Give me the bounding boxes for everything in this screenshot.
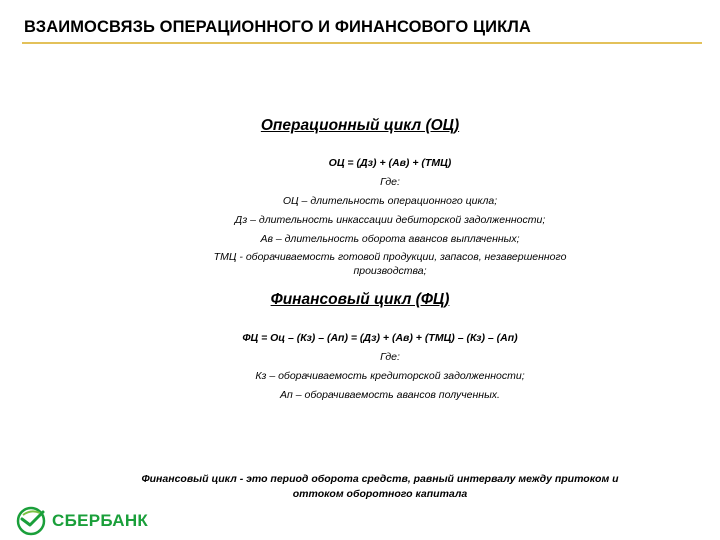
operational-formula: ОЦ = (Дз) + (Ав) + (ТМЦ)	[328, 157, 452, 169]
operational-def-dz: Дз – длительность инкассации дебиторской задолженности;	[234, 214, 546, 226]
operational-where-label: Где:	[380, 176, 400, 188]
footnote-line-1: Финансовый цикл - это период оборота средств, равный интервалу между притоком и	[141, 473, 619, 485]
operational-def-oc: ОЦ – длительность операционного цикла;	[282, 195, 498, 207]
financial-where-label: Где:	[380, 351, 400, 363]
operational-def-tmc-cont: производства;	[353, 265, 427, 277]
financial-def-ap: Ап – оборачиваемость авансов полученных.	[280, 389, 500, 401]
operational-def-av: Ав – длительность оборота авансов выплаченных;	[260, 233, 520, 245]
footnote-line-2: оттоком оборотного капитала	[292, 488, 468, 500]
financial-def-kz: Кз – оборачиваемость кредиторской задолженности;	[255, 370, 525, 382]
operational-def-tmc: ТМЦ - оборачиваемость готовой продукции, запасов, незавершенного	[213, 251, 567, 263]
financial-cycle-definition	[95, 472, 665, 502]
sberbank-logo-icon	[16, 506, 46, 536]
sberbank-logo	[16, 506, 148, 536]
financial-cycle-heading: Финансовый цикл (ФЦ)	[270, 291, 450, 308]
financial-formula: ФЦ = Оц – (Кз) – (Ап) = (Дз) + (Ав) + (ТМЦ) – (Кз) – (Ап)	[242, 332, 518, 344]
operational-cycle-heading: Операционный цикл (ОЦ)	[260, 117, 460, 134]
sberbank-logo-text: СБЕРБАНК	[52, 511, 149, 530]
page-title: ВЗАИМОСВЯЗЬ ОПЕРАЦИОННОГО И ФИНАНСОВОГО ЦИКЛА	[24, 18, 531, 36]
title-divider	[22, 42, 702, 44]
